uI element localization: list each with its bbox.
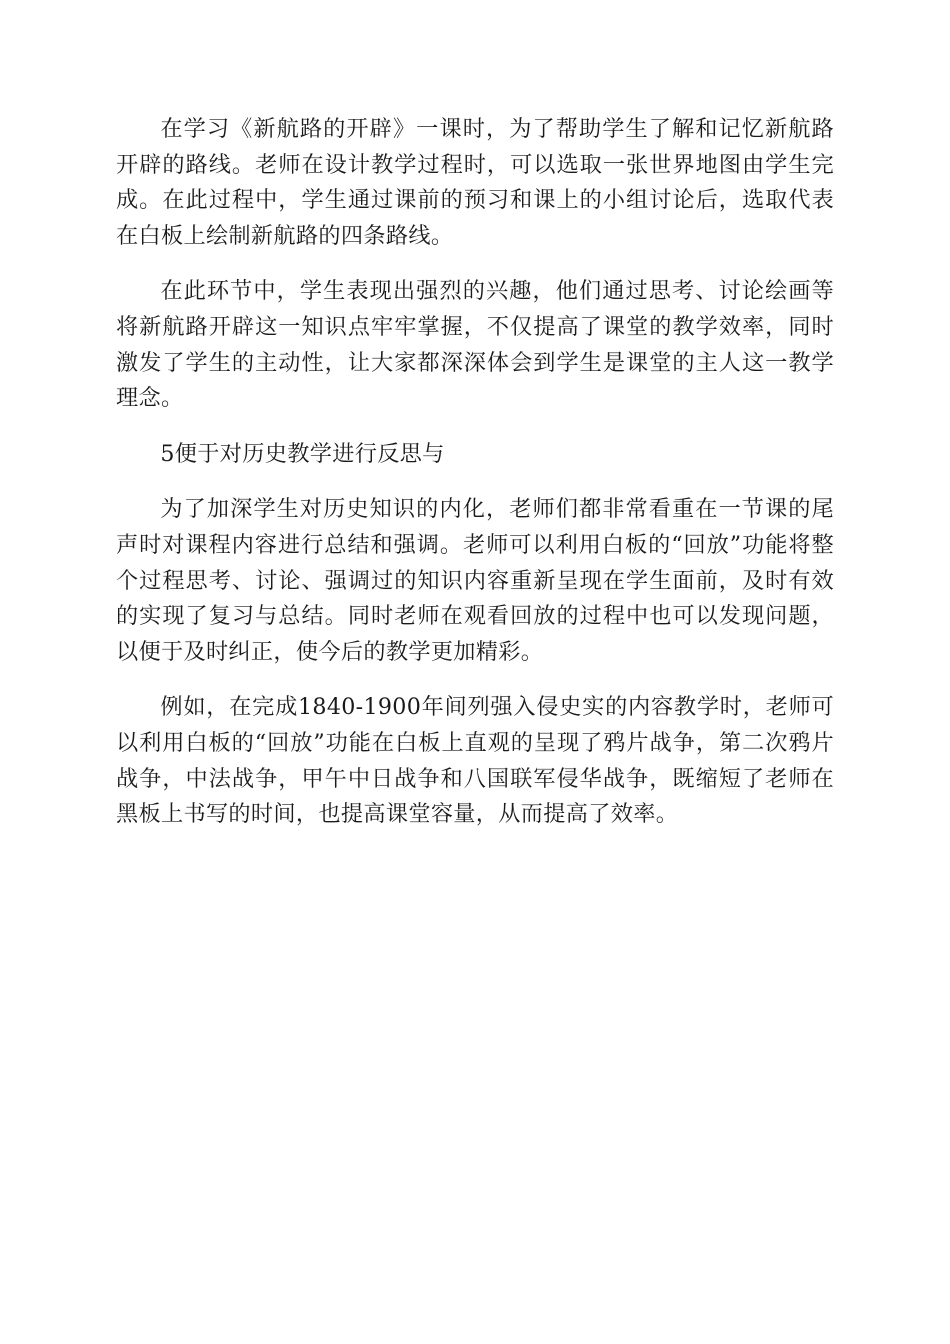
section-heading-reflection: 5便于对历史教学进行反思与 bbox=[160, 440, 445, 467]
paragraph-new-route-lesson: 在学习《新航路的开辟》一课时，为了帮助学生了解和记忆新航路开辟的路线。老师在设计教学过程时，可以选取一张世界地图由学生完成。在此过程中，学生通过课前的预习和课上的小组讨论后，选取代表在白板上绘制新航路的四条路线。 bbox=[116, 116, 834, 249]
paragraph-replay-function: 为了加深学生对历史知识的内化，老师们都非常看重在一节课的尾声时对课程内容进行总结和强调。老师可以利用白板的“回放”功能将整个过程思考、讨论、强调过的知识内容重新呈现在学生面前，及时有效的实现了复习与总结。同时老师在观看回放的过程中也可以发现问题，以便于及时纠正，使今后的教学更加精彩。 bbox=[116, 496, 834, 665]
paragraph-student-interest: 在此环节中，学生表现出强烈的兴趣，他们通过思考、讨论绘画等将新航路开辟这一知识点牢牢掌握，不仅提高了课堂的教学效率，同时激发了学生的主动性，让大家都深深体会到学生是课堂的主人这一教学理念。 bbox=[116, 278, 834, 412]
paragraph-example-invasion-history: 例如，在完成1840-1900年间列强入侵史实的内容教学时，老师可以利用白板的“回放”功能在白板上直观的呈现了鸦片战争，第二次鸦片战争，中法战争，甲午中日战争和八国联军侵华战争，既缩短了老师在黑板上书写的时间，也提高课堂容量，从而提高了效率。 bbox=[116, 694, 834, 828]
document-body bbox=[116, 112, 834, 853]
